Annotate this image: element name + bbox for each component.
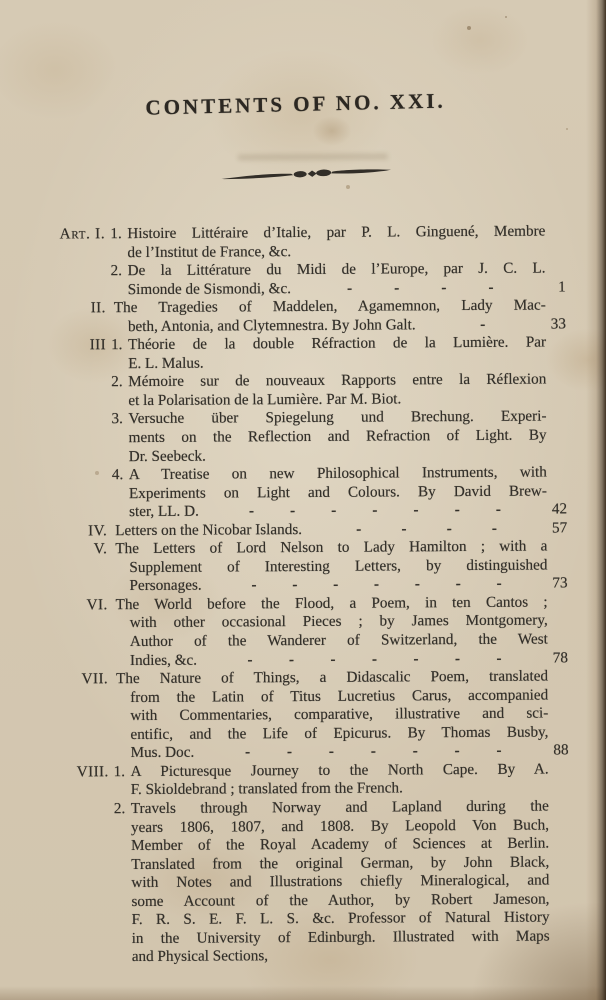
entry-text: with Notes and Illustrations chiefly Mineralogical, and (131, 871, 550, 892)
entry-text: some Account of the Author, by Robert Jameson, (131, 890, 550, 910)
entry-text: F. R. S. E. F. L. S. &c. Professor of Natural History (131, 908, 550, 929)
entry-text: Author of the Wanderer of Switzerland, the West (129, 630, 548, 651)
entry-text: Travels through Norway and Lapland during the (130, 797, 549, 818)
toc-list (53, 222, 570, 967)
item-number: 2. (111, 373, 123, 391)
entry-text: Mémoire sur de nouveaux Rapports entre la Réflexion (128, 370, 547, 391)
entry-body (115, 946, 550, 967)
toc-line (58, 946, 570, 968)
page-number: 73 (552, 574, 568, 592)
entry-text: The World before the Flood, a Poem, in ten Cantos ; (115, 593, 548, 614)
entry-label: VI. (86, 596, 108, 614)
dash-leader: - (480, 315, 486, 333)
entry-text: with Commentaries, comparative, illustrative and sci- (130, 704, 549, 725)
item-number: 4. (111, 466, 124, 484)
entry-text: Théorie de la double Réfraction de la Lumière. Par (127, 333, 547, 354)
dash-leader: - - - - - - - (248, 500, 501, 520)
item-number: 1. (110, 225, 122, 243)
entry-text: F. Skioldebrand ; translated from the French. (130, 779, 403, 799)
entry-text: ments on the Reflection and Refraction of Light. By (128, 426, 547, 447)
entry-text: Indies, &c. (129, 651, 198, 669)
entry-text: and Physical Sections, (131, 947, 269, 966)
entry-text: Experiments on Light and Colours. By David Brew- (128, 482, 547, 502)
entry-text: years 1806, 1807, and 1808. By Leopold Von Buch, (130, 816, 550, 836)
entry-text: Mus. Doc. (130, 743, 195, 762)
page-number: 42 (551, 500, 568, 518)
page-number: 78 (552, 648, 569, 667)
entry-text: from the Latin of Titus Lucretius Carus, accompanied (130, 686, 549, 706)
entry-text: A Picturesque Journey to the North Cape. By A. (130, 760, 549, 780)
swelled-rule-divider-icon (220, 163, 392, 184)
page-number: 57 (551, 519, 568, 537)
page-title: CONTENTS OF NO. XXI. (145, 88, 446, 120)
dash-leader: - - - - (347, 278, 494, 297)
entry-text: Simonde de Sismondi, &c. (127, 279, 292, 298)
entry-text: beth, Antonia, and Clytemnestra. By John Galt. (127, 316, 416, 335)
item-number: 2. (110, 262, 123, 280)
item-number: 1. (113, 762, 126, 781)
page-number: 1 (558, 278, 566, 296)
entry-text: The Tragedies of Maddelen, Agamemnon, Lady Mac- (113, 296, 546, 317)
entry-label: VIII. (76, 763, 109, 781)
entry-text: Letters on the Nicobar Islands. (115, 520, 303, 539)
entry-text: de l’Institut de France, &c. (127, 242, 292, 261)
dash-leader: - - - - (356, 519, 498, 538)
entry-text: et la Polarisation de la Lumière. Par M. Biot. (128, 390, 402, 409)
entry-text: A Treatise on new Philosophical Instruments, with (128, 463, 547, 484)
dash-leader: - - - - - - - (247, 649, 502, 668)
entry-text: Member of the Royal Academy of Sciences at Berlin. (131, 834, 550, 855)
entry-text: Supplement of Interesting Letters, by distinguished (129, 556, 548, 576)
entry-text: ster, LL. D. (129, 502, 199, 521)
entry-text: The Letters of Lord Nelson to Lady Hamilton ; with a (115, 537, 548, 558)
entry-label: V. (93, 540, 108, 558)
show-through-smudge (238, 150, 388, 164)
entry-text: The Nature of Things, a Didascalic Poem, translated (116, 667, 549, 688)
entry-text: E. L. Malus. (128, 354, 204, 372)
entry-label: VII. (81, 670, 109, 688)
entry-label: III (89, 336, 107, 354)
dash-leader: - - - - - - - (245, 742, 502, 761)
item-number: 3. (111, 410, 123, 428)
entry-label: II. (90, 299, 106, 317)
entry-label: IV. (88, 521, 108, 540)
page-number: 88 (553, 741, 569, 759)
page-number: 33 (550, 315, 566, 333)
entry-text: Personages. (129, 577, 202, 595)
entry-text: Versuche über Spiegelung und Brechung. Experi- (128, 407, 547, 428)
item-number: 1. (110, 336, 123, 354)
item-number: 2. (113, 800, 126, 818)
entry-text: Histoire Littéraire d’Italie, par P. L. Ginguené, Membre (127, 222, 546, 243)
entry-text: with other occasional Pieces ; by James Montgomery, (129, 611, 548, 632)
entry-text: De la Littérature du Midi de l’Europe, par J. C. L. (127, 259, 546, 280)
entry-text: Translated from the original German, by John Black, (131, 853, 550, 873)
dash-leader: - - - - - - - (251, 575, 502, 594)
entry-text: in the University of Edinburgh. Illustrated with Maps (131, 927, 550, 947)
entry-label: Art. I. (59, 225, 106, 243)
entry-text: entific, and the Life of Epicurus. By Thomas Busby, (130, 723, 549, 743)
entry-text: Dr. Seebeck. (128, 447, 206, 465)
